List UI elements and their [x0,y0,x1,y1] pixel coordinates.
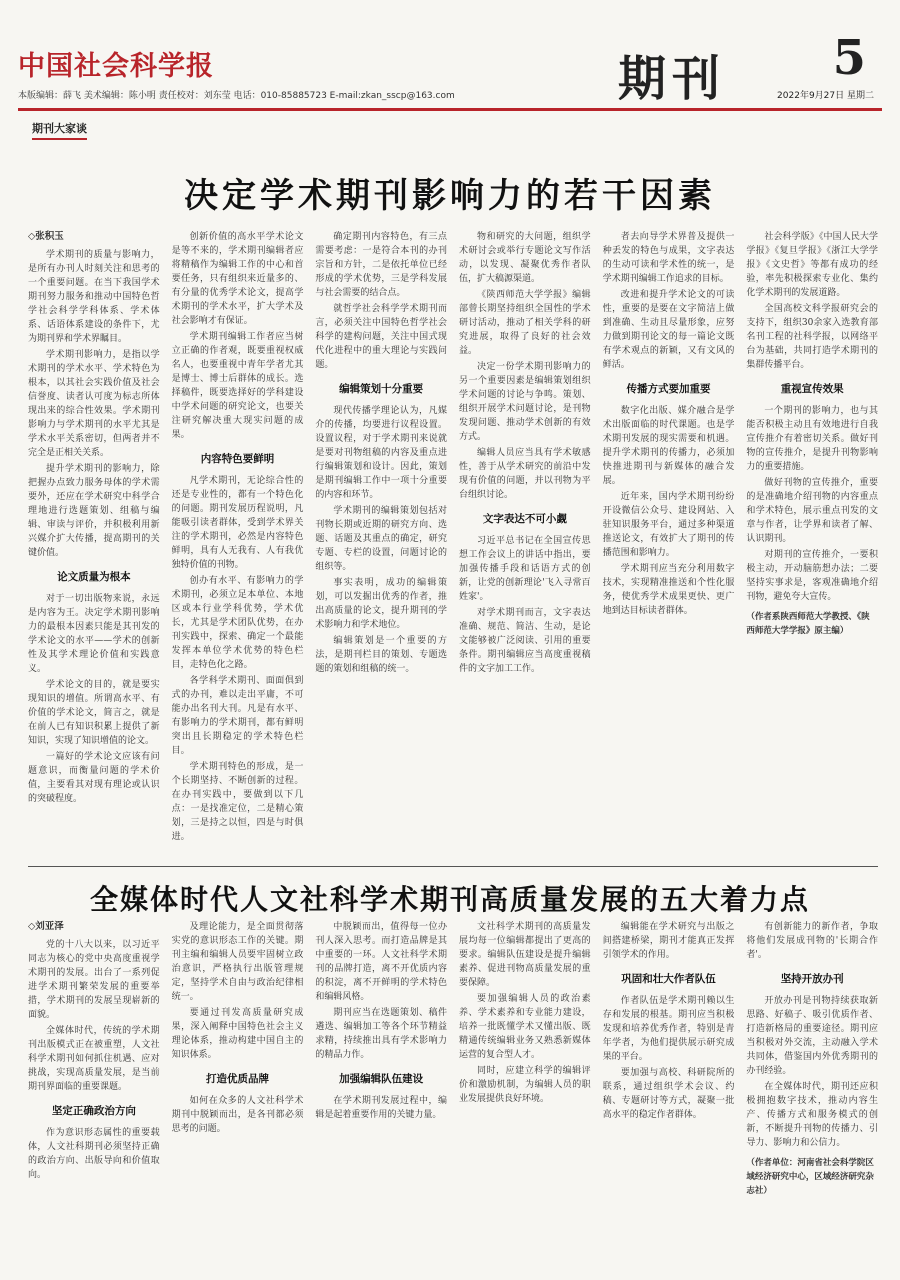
paragraph: 事实表明，成功的编辑策划，可以发掘出优秀的作者，推出高质量的论文，提升期刊的学术影响力和学术地位。 [315,578,448,630]
section-subheading: 论文质量为根本 [57,571,131,583]
paragraph: 对于一切出版物来说，永远是内容为王。决定学术期刊影响力的最根本因素只能是其刊发的学术论文的水平——学术的创新性及其学术理论价值和实践意义。 [28,594,160,674]
paragraph: 学术期刊编辑工作者应当树立正确的作者观，既要重视权威名人，也要重视中青年学者尤其是博士、博士后群体的成长。选择稿件，既要选择好的学科建设中学术问题的研究论文，也要关注研究解决重大现实问题的成果。 [171,332,304,440]
masthead-rule [18,108,882,111]
paragraph: 全国高校文科学报研究会的支持下，组织30余家入选教育部名刊工程的社科学报，以网络平台为基础，共同打造学术期刊的集群传播平台。 [746,304,879,370]
paragraph: 在学术期刊发展过程中，编辑是起着重要作用的关键力量。 [315,1096,448,1120]
paragraph: 及理论能力，是全面贯彻落实党的意识形态工作的关键。期刊主编和编辑人员要牢固树立政治意识，严格执行出版管理规定，坚持学术自由与政治纪律相统一。 [171,922,304,1002]
paragraph: 数字化出版、媒介融合是学术出版面临的时代课题。也是学术期刊发展的现实需要和机遇。提升学术期刊的传播力，必须加快推进期刊与新媒体的融合发展。 [602,406,735,486]
paragraph: 习近平总书记在全国宣传思想工作会议上的讲话中指出，要加强传播手段和话语方式的创新，让党的创新理论'飞入寻常百姓家'。 [459,536,591,602]
paragraph: 有创新能力的新作者，争取将他们发展成刊物的'长期合作者'。 [746,922,879,960]
paragraph: 一篇好的学术论文应该有问题意识，而衡量问题的学术价值，主要看其对现有理论或认识的突破程度。 [28,752,160,804]
section-subheading: 编辑策划十分重要 [339,383,424,395]
paragraph: 编辑人员应当具有学术敏感性，善于从学术研究的前沿中发现有价值的问题，并以刊物为平台组织讨论。 [459,448,591,500]
paragraph: 学术期刊影响力，是指以学术期刊的学术水平、学术特色为根本，以其社会实践价值及社会信誉度、读者认可度为标志所体现出来的综合性效果。学术期刊影响力与学术期刊的水平尤其是学术水平关系密切，但两者并不完全是正相关关系。 [28,350,160,458]
article2-column [459,920,591,1276]
section-subheading: 重视宣传效果 [780,383,844,395]
paragraph: 同时，应建立科学的编辑评价和激励机制，为编辑人员的职业发展提供良好环境。 [459,1066,591,1104]
paragraph: 社会科学版》《中国人民大学学报》《复旦学报》《浙江大学学报》《文史哲》等都有成功的经验，率先积极探索专业化、集约化学术期刊的发展道路。 [746,232,879,298]
paragraph: 期刊应当在选题策划、稿件遴选、编辑加工等各个环节精益求精，持续推出具有学术影响力的精品力作。 [315,1008,448,1060]
paragraph: 凡学术期刊，无论综合性的还是专业性的，都有一个特色化的问题。期刊发展历程说明，凡能吸引读者群体，受到学术界关注的学术期刊，必然是内容特色鲜明，具有人无我有、人有我优独特价值的刊物。 [171,476,304,570]
paragraph: 党的十八大以来，以习近平同志为核心的党中央高度重视学术期刊的发展。出台了一系列促进学术期刊繁荣发展的重要举措，学术期刊的发展呈现崭新的面貌。 [28,940,160,1020]
paragraph: 编辑能在学术研究与出版之间搭建桥梁，期刊才能真正发挥引领学术的作用。 [602,922,735,960]
paragraph: 创新价值的高水平学术论文是等不来的，学术期刊编辑者应将精稿作为编辑工作的中心和首要任务，只有组织来近量多的、有分量的优秀学术论文，提高学术期刊的学术水平，扩大学术及社会影响才有保证。 [171,232,304,326]
paragraph: 对学术期刊而言，文字表达准确、规范、简洁、生动，是论文能够被广泛阅读、引用的重要条件。期刊编辑应当高度重视稿件的文字加工工作。 [459,608,591,674]
section-subheading: 加强编辑队伍建设 [339,1073,424,1085]
paragraph: 一个期刊的影响力，也与其能否积极主动且有效地进行自我宣传推介有着密切关系。做好刊物的宣传推介，是提升刊物影响力的重要措施。 [746,406,879,472]
paragraph: 确定期刊内容特色，有三点需要考虑：一是符合本刊的办刊宗旨和方针，二是依托单位已经形成的学术优势，三是学科发展与社会需要的结合点。 [315,232,448,298]
column-tag: 期刊大家谈 [32,120,87,140]
page-number: 5 [832,30,866,86]
paragraph: 要通过刊发高质量研究成果，深入阐释中国特色社会主义理论体系，推动构建中国自主的知识体系。 [171,1008,304,1060]
paragraph: 《陕西师范大学学报》编辑部曾长期坚持组织全国性的学术研讨活动，推动了相关学科的研究进展，取得了良好的社会效益。 [459,290,591,356]
paragraph: 就哲学社会科学学术期刊而言，必须关注中国特色哲学社会科学的建构问题，关注中国式现代化进程中的重大理论与实践问题。 [315,304,448,370]
article2-column [172,920,304,1276]
paragraph: 全媒体时代，传统的学术期刊出版模式正在被重塑，人文社科学术期刊如何抓住机遇、应对挑战，实现高质量发展，是当前期刊界面临的重要课题。 [28,1026,160,1092]
paragraph: 做好刊物的宣传推介，重要的是准确地介绍刊物的内容重点和学术特色，展示重点刊发的文章与作者，让学界和读者了解、认识期刊。 [746,478,879,544]
editorial-info: 本版编辑：薛飞 美术编辑：陈小明 责任校对：刘东莹 电话：010-85885723 E-mail:zkan_sscp@163.com [18,91,455,101]
article2-headline: 全媒体时代人文社科学术期刊高质量发展的五大着力点 [89,883,810,916]
paragraph: 改进和提升学术论文的可读性，重要的是要在文字简洁上做到准确、生动且尽量形象，应努力做到期刊论文的每一篇论文既有学术观点的新颖，又有文风的鲜活。 [602,290,735,370]
section-subheading: 打造优质品牌 [206,1073,269,1085]
article2-column [746,920,878,1276]
issue-date: 2022年9月27日 星期二 [777,91,874,101]
paragraph: 者去向导学术界普及提供一种丢发的特色与成果，文字表达的生动可读和学术性的统一，是学术期刊编辑工作追求的目标。 [602,232,735,284]
article1-headline: 决定学术期刊影响力的若干因素 [184,176,716,216]
paragraph: 物和研究的大问题，组织学术研讨会或举行专题论文写作活动，以发现、凝聚优秀作者队伍，扩大稿源渠道。 [459,232,591,284]
paragraph: 要加强编辑人员的政治素养、学术素养和专业能力建设，培养一批既懂学术又懂出版、既精通传统编辑业务又熟悉新媒体运营的复合型人才。 [459,994,591,1060]
paragraph: 中脱颖而出，值得每一位办刊人深入思考。而打造品牌是其中重要的一环。人文社科学术期刊的品牌打造，离不开优质内容的积淀，离不开鲜明的学术特色和编辑风格。 [315,922,448,1002]
article1-column [459,230,591,862]
author-byline: ◇张积玉 [28,231,64,242]
article-divider [28,866,878,867]
article1-column [746,230,878,862]
paragraph: 文社科学术期刊的高质量发展均每一位编辑都提出了更高的要求。编辑队伍建设是提升编辑素养、促进刊物高质量发展的重要保障。 [459,922,591,988]
article2-body [28,920,878,1276]
article1-column [28,230,160,862]
article1-body [28,230,878,862]
paragraph: 如何在众多的人文社科学术期刊中脱颖而出，是各刊都必须思考的问题。 [171,1096,304,1134]
paragraph: 学术期刊应当充分利用数字技术，实现精准推送和个性化服务，使优秀学术成果更快、更广地到达目标读者群体。 [602,564,735,616]
paragraph: 近年来，国内学术期刊纷纷开设微信公众号、建设网站、入驻知识服务平台，通过多种渠道推送论文，有效扩大了期刊的传播范围和影响力。 [602,492,735,558]
section-subheading: 传播方式要加重要 [626,383,711,395]
paragraph: 学术期刊特色的形成，是一个长期坚持、不断创新的过程。在办刊实践中，要做到以下几点：一是找准定位，二是精心策划，三是持之以恒，四是与时俱进。 [171,762,304,842]
paragraph: 学术期刊的编辑策划包括对刊物长期或近期的研究方向、选题、话题及其重点的确定，研究专题、专栏的设置，问题讨论的组织等。 [315,506,448,572]
paragraph: 创办有水平、有影响力的学术期刊，必须立足本单位、本地区或本行业学科优势，学术优长，尤其是学术团队优势，在办刊实践中，探索、确定一个最能发挥本单位学术优势的特色栏目，走特色化之路。 [171,576,304,670]
article2-column [603,920,735,1276]
article1-columns [28,230,878,862]
paragraph: 开放办刊是刊物持续获取新思路、好稿子、吸引优质作者、打造新格局的重要途径。期刊应当积极对外交流，主动融入学术共同体，借鉴国内外优秀期刊的办刊经验。 [746,996,879,1076]
section-title: 期刊 [618,51,727,107]
section-subheading: 文字表达不可小觑 [482,513,567,525]
paragraph: 现代传播学理论认为，凡媒介的传播，均要进行议程设置。设置议程，对于学术期刊来说就是要对刊物组稿的内容及重点进行编辑策划和设计。因此，策划是期刊编辑工作中一项十分重要的内容和环节。 [315,406,448,500]
author-note: （作者系陕西师范大学教授、《陕西师范大学学报》原主编） [746,612,870,636]
author-note: （作者单位：河南省社会科学院区域经济研究中心，区域经济研究杂志社） [746,1158,874,1196]
paragraph: 学术期刊的质量与影响力，是所有办刊人时刻关注和思考的一个重要问题。在当下我国学术期刊努力服务和推动中国特色哲学社会科学学科体系、学术体系、话语体系建设的条件下，尤为期刊界和学术界瞩目。 [28,250,160,344]
paragraph: 决定一份学术期刊影响力的另一个重要因素是编辑策划组织学术问题的讨论与争鸣。策划、组织开展学术问题讨论，是刊物发现问题、推动学术创新的有效方式。 [459,362,591,442]
article1-column [603,230,735,862]
paragraph: 作为意识形态属性的重要载体，人文社科期刊必须坚持正确的政治方向、出版导向和价值取向。 [28,1128,160,1180]
article2-columns [28,920,878,1276]
paragraph: 各学科学术期刊、面面俱到式的办刊，难以走出平庸，不可能办出名刊大刊。凡是有水平、有影响力的学术期刊，都有鲜明突出且长期稳定的学术特色栏目。 [171,676,304,756]
section-subheading: 巩固和壮大作者队伍 [621,973,716,985]
paragraph: 编辑策划是一个重要的方法，是期刊栏目的策划、专题选题的策划和组稿的统一。 [315,636,448,674]
article1-column [315,230,447,862]
paragraph: 作者队伍是学术期刊赖以生存和发展的根基。期刊应当积极发现和培养优秀作者，特别是青年学者，为他们提供展示研究成果的平台。 [602,996,735,1062]
section-subheading: 坚定正确政治方向 [51,1105,136,1117]
article2-column [315,920,447,1276]
paragraph: 要加强与高校、科研院所的联系，通过组织学术会议、约稿、专题研讨等方式，凝聚一批高水平的稳定作者群体。 [602,1068,735,1120]
section-subheading: 内容特色要鲜明 [200,453,275,465]
paragraph: 在全媒体时代，期刊还应积极拥抱数字技术，推动内容生产、传播方式和服务模式的创新，不断提升刊物的传播力、引导力、影响力和公信力。 [746,1082,879,1148]
author-byline: ◇刘亚泽 [28,921,64,932]
article1-column [172,230,304,862]
paragraph: 提升学术期刊的影响力，除把握办点致力服务母体的学术需要外，还应在学术研究中科学合理地进行选题策划、组稿与编辑、审读与评价，并积极利用新兴媒介扩大传播，提高期刊的关键价值。 [28,464,160,558]
paragraph: 学术论文的目的，就是要实现知识的增值。所谓高水平、有价值的学术论文，简言之，就是在前人已有知识积累上提供了新知识，实现了知识增值的论文。 [28,680,160,746]
masthead [18,30,882,107]
paragraph: 对期刊的宣传推介，一要积极主动，开动脑筋想办法；二要坚持实事求是，客观准确地介绍刊物，避免夸大宣传。 [746,550,879,602]
article2-column [28,920,160,1276]
newspaper-logo: 中国社会科学报 [18,51,214,82]
section-subheading: 坚持开放办刊 [780,973,844,985]
